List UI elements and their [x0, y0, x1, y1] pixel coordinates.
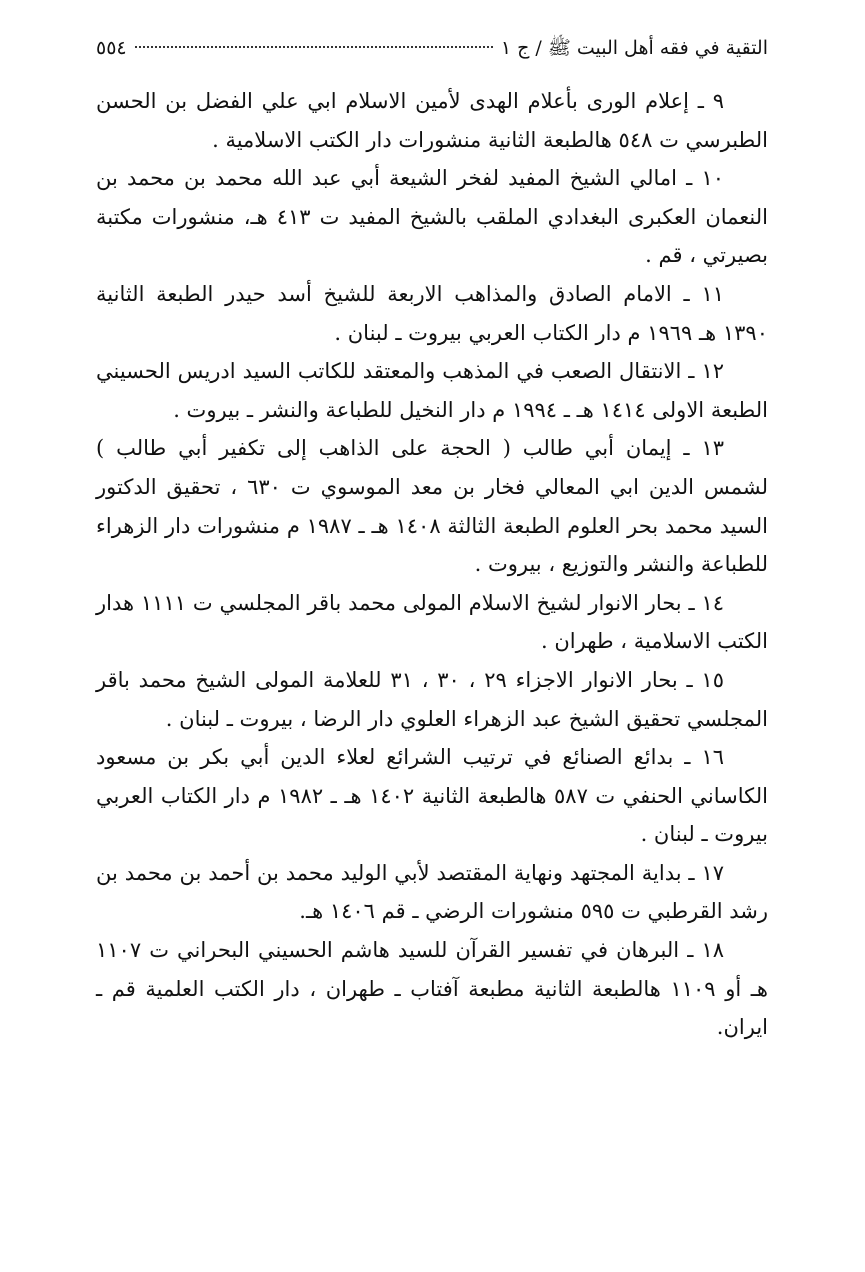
leader-dots: [135, 46, 493, 48]
bibliography-entry: ١٨ ـ البرهان في تفسير القرآن للسيد هاشم الحسيني البحراني ت ١١٠٧ هـ أو ١١٠٩ هالطبعة الثانية مطبعة آفتاب ـ طهران ، دار الكتب العلمية قم ـ ايران.: [96, 938, 768, 1040]
bibliography-entry: ١٥ ـ بحار الانوار الاجزاء ٢٩ ، ٣٠ ، ٣١ للعلامة المولى الشيخ محمد باقر المجلسي تحقيق الشيخ عبد الزهراء العلوي دار الرضا ، بيروت ـ لبنان .: [96, 667, 768, 731]
bibliography-entry: ٩ ـ إعلام الورى بأعلام الهدى لأمين الاسلام ابي علي الفضل بن الحسن الطبرسي ت ٥٤٨ هالطبعة الثانية منشورات دار الكتب الاسلامية .: [96, 89, 768, 152]
running-header: [96, 28, 768, 68]
bibliography-entry: ١٧ ـ بداية المجتهد ونهاية المقتصد لأبي الوليد محمد بن أحمد بن محمد بن رشد القرطبي ت ٥٩٥ منشورات الرضي ـ قم ١٤٠٦ هـ.: [96, 860, 768, 924]
book-page: [96, 28, 768, 1047]
bibliography-entry: ١١ ـ الامام الصادق والمذاهب الاربعة للشيخ أسد حيدر الطبعة الثانية ١٣٩٠ هـ ١٩٦٩ م دار الكتاب العربي بيروت ـ لبنان .: [96, 281, 768, 345]
bibliography-entry: ١٠ ـ امالي الشيخ المفيد لفخر الشيعة أبي عبد الله محمد بن محمد بن النعمان العكبرى البغدادي الملقب بالشيخ المفيد ت ٤١٣ هـ، منشورات مكتبة بصيرتي ، قم .: [96, 166, 768, 268]
bibliography-entry: ١٢ ـ الانتقال الصعب في المذهب والمعتقد للكاتب السيد ادريس الحسيني الطبعة الاولى ١٤١٤ هـ ـ ١٩٩٤ م دار النخيل للطباعة والنشر ـ بيروت .: [96, 359, 768, 422]
bibliography-entry: ١٣ ـ إيمان أبي طالب ( الحجة على الذاهب إلى تكفير أبي طالب ) لشمس الدين ابي المعالي فخار بن معد الموسوي ت ٦٣٠ ، تحقيق الدكتور السيد محمد بحر العلوم الطبعة الثالثة ١٤٠٨ هـ ـ ١٩٨٧ م منشورات دار الزهراء للطباعة والنشر والتوزيع ، بيروت .: [96, 436, 768, 577]
bibliography-entry: ١٦ ـ بدائع الصنائع في ترتيب الشرائع لعلاء الدين أبي بكر بن مسعود الكاساني الحنفي ت ٥٨٧ هالطبعة الثانية ١٤٠٢ هـ ـ ١٩٨٢ م دار الكتاب العربي بيروت ـ لبنان .: [96, 745, 769, 847]
running-title: التقية في فقه أهل البيت ﷺ / ج ١: [500, 37, 768, 59]
bibliography-entry: ١٤ ـ بحار الانوار لشيخ الاسلام المولى محمد باقر المجلسي ت ١١١١ هدار الكتب الاسلامية ، طهران .: [96, 590, 768, 654]
bibliography-list: [96, 82, 768, 1047]
page-number: ٥٥٤: [96, 37, 127, 59]
